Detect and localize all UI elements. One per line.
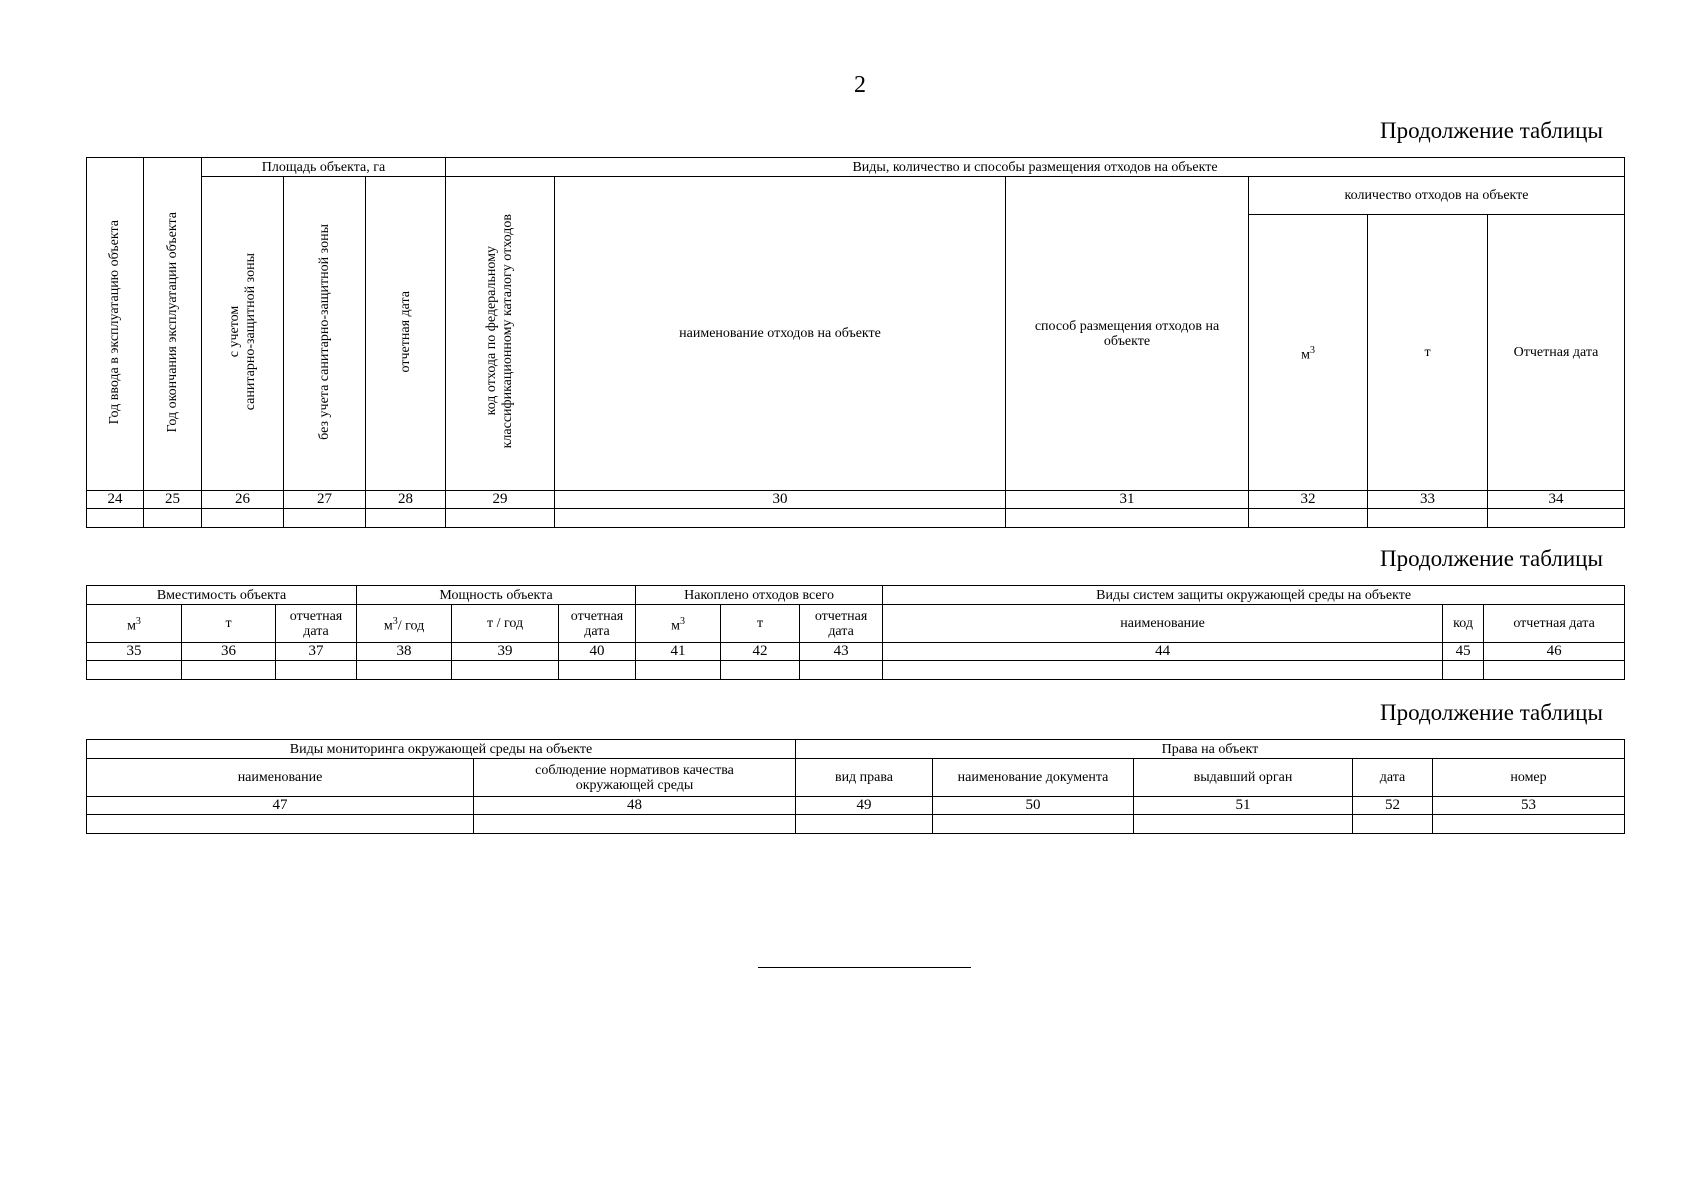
closing-rule	[758, 967, 971, 968]
col-number: 40	[559, 643, 636, 661]
empty-cell	[721, 661, 800, 680]
page-number: 2	[854, 72, 866, 98]
empty-cell	[1488, 509, 1625, 528]
empty-cell	[366, 509, 446, 528]
empty-cell	[1353, 815, 1433, 834]
empty-cell	[202, 509, 284, 528]
col-number: 44	[883, 643, 1443, 661]
empty-cell	[276, 661, 357, 680]
header-right-type: вид права	[796, 759, 933, 797]
header-power-date: отчетная дата	[559, 605, 636, 643]
header-protection-code: код	[1443, 605, 1484, 643]
col-number: 30	[555, 491, 1006, 509]
header-monitoring-name: наименование	[87, 759, 474, 797]
header-compliance: соблюдение нормативов качества окружающей среды	[474, 759, 796, 797]
header-area-report-date: отчетная дата	[366, 177, 446, 491]
empty-cell	[87, 815, 474, 834]
empty-cell	[796, 815, 933, 834]
col-number: 34	[1488, 491, 1625, 509]
header-protection-group: Виды систем защиты окружающей среды на объекте	[883, 586, 1625, 605]
header-protection-name: наименование	[883, 605, 1443, 643]
col-number: 51	[1134, 797, 1353, 815]
header-issuer: выдавший орган	[1134, 759, 1353, 797]
header-quantity-group: количество отходов на объекте	[1249, 177, 1625, 215]
header-capacity-t: т	[182, 605, 276, 643]
continuation-label-3: Продолжение таблицы	[1380, 700, 1603, 725]
header-accumulated-m3: $м^3$	[636, 605, 721, 643]
header-waste-name: наименование отходов на объекте	[555, 177, 1006, 491]
col-number: 49	[796, 797, 933, 815]
header-placement-method: способ размещения отходов на объекте	[1006, 177, 1249, 491]
header-waste-code: код отхода по федеральному класcификационному каталогу отходов	[446, 177, 555, 491]
empty-cell	[1134, 815, 1353, 834]
col-number: 36	[182, 643, 276, 661]
table-row-empty	[87, 509, 1625, 528]
header-without-sanitary-zone: без учета санитарно-защитной зоны	[284, 177, 366, 491]
empty-cell	[1006, 509, 1249, 528]
col-number: 53	[1433, 797, 1625, 815]
header-accumulated-t: т	[721, 605, 800, 643]
empty-cell	[446, 509, 555, 528]
col-number: 28	[366, 491, 446, 509]
header-document-name: наименование документа	[933, 759, 1134, 797]
col-number: 45	[1443, 643, 1484, 661]
continuation-label-1: Продолжение таблицы	[1380, 118, 1603, 143]
empty-cell	[87, 509, 144, 528]
empty-cell	[357, 661, 452, 680]
header-cubic-meters: $м^3$	[1249, 215, 1368, 491]
empty-cell	[182, 661, 276, 680]
header-number: номер	[1433, 759, 1625, 797]
header-power-t-year: т / год	[452, 605, 559, 643]
continuation-label-2: Продолжение таблицы	[1380, 546, 1603, 571]
col-number: 42	[721, 643, 800, 661]
header-quantity-report-date: Отчетная дата	[1488, 215, 1625, 491]
col-number: 27	[284, 491, 366, 509]
empty-cell	[474, 815, 796, 834]
empty-cell	[1443, 661, 1484, 680]
table-monitoring-rights	[86, 739, 1625, 834]
header-decommission-year: Год окончания эксплуатации объекта	[144, 158, 202, 491]
empty-cell	[144, 509, 202, 528]
col-number: 43	[800, 643, 883, 661]
col-number: 31	[1006, 491, 1249, 509]
col-number: 47	[87, 797, 474, 815]
header-date: дата	[1353, 759, 1433, 797]
col-number: 29	[446, 491, 555, 509]
empty-cell	[800, 661, 883, 680]
empty-cell	[1249, 509, 1368, 528]
empty-cell	[636, 661, 721, 680]
col-number: 46	[1484, 643, 1625, 661]
empty-cell	[883, 661, 1443, 680]
empty-cell	[1484, 661, 1625, 680]
col-number: 48	[474, 797, 796, 815]
empty-cell	[87, 661, 182, 680]
table-row-numbers	[87, 491, 1625, 509]
header-capacity-date: отчетная дата	[276, 605, 357, 643]
col-number: 52	[1353, 797, 1433, 815]
header-monitoring-group: Виды мониторинга окружающей среды на объекте	[87, 740, 796, 759]
empty-cell	[452, 661, 559, 680]
col-number: 33	[1368, 491, 1488, 509]
col-number: 25	[144, 491, 202, 509]
table-row-empty	[87, 661, 1625, 680]
header-commission-year: Год ввода в эксплуатацию объекта	[87, 158, 144, 491]
table-row-empty	[87, 815, 1625, 834]
empty-cell	[559, 661, 636, 680]
empty-cell	[1368, 509, 1488, 528]
empty-cell	[1433, 815, 1625, 834]
header-with-sanitary-zone: с учетом санитарно-защитной зоны	[202, 177, 284, 491]
col-number: 50	[933, 797, 1134, 815]
empty-cell	[555, 509, 1006, 528]
table-waste-placement	[86, 157, 1625, 528]
col-number: 41	[636, 643, 721, 661]
header-area-group: Площадь объекта, га	[202, 158, 446, 177]
col-number: 38	[357, 643, 452, 661]
table-row-numbers	[87, 797, 1625, 815]
col-number: 24	[87, 491, 144, 509]
col-number: 37	[276, 643, 357, 661]
header-capacity-m3: $м^3$	[87, 605, 182, 643]
header-tonnes: т	[1368, 215, 1488, 491]
header-power-group: Мощность объекта	[357, 586, 636, 605]
header-protection-date: отчетная дата	[1484, 605, 1625, 643]
header-accumulated-date: отчетная дата	[800, 605, 883, 643]
table-capacity-protection	[86, 585, 1625, 680]
header-rights-group: Права на объект	[796, 740, 1625, 759]
col-number: 39	[452, 643, 559, 661]
header-accumulated-group: Накоплено отходов всего	[636, 586, 883, 605]
empty-cell	[284, 509, 366, 528]
col-number: 35	[87, 643, 182, 661]
header-power-m3-year: $м^3/$ год	[357, 605, 452, 643]
col-number: 32	[1249, 491, 1368, 509]
empty-cell	[933, 815, 1134, 834]
header-waste-group: Виды, количество и способы размещения отходов на объекте	[446, 158, 1625, 177]
table-row-numbers	[87, 643, 1625, 661]
col-number: 26	[202, 491, 284, 509]
header-capacity-group: Вместимость объекта	[87, 586, 357, 605]
